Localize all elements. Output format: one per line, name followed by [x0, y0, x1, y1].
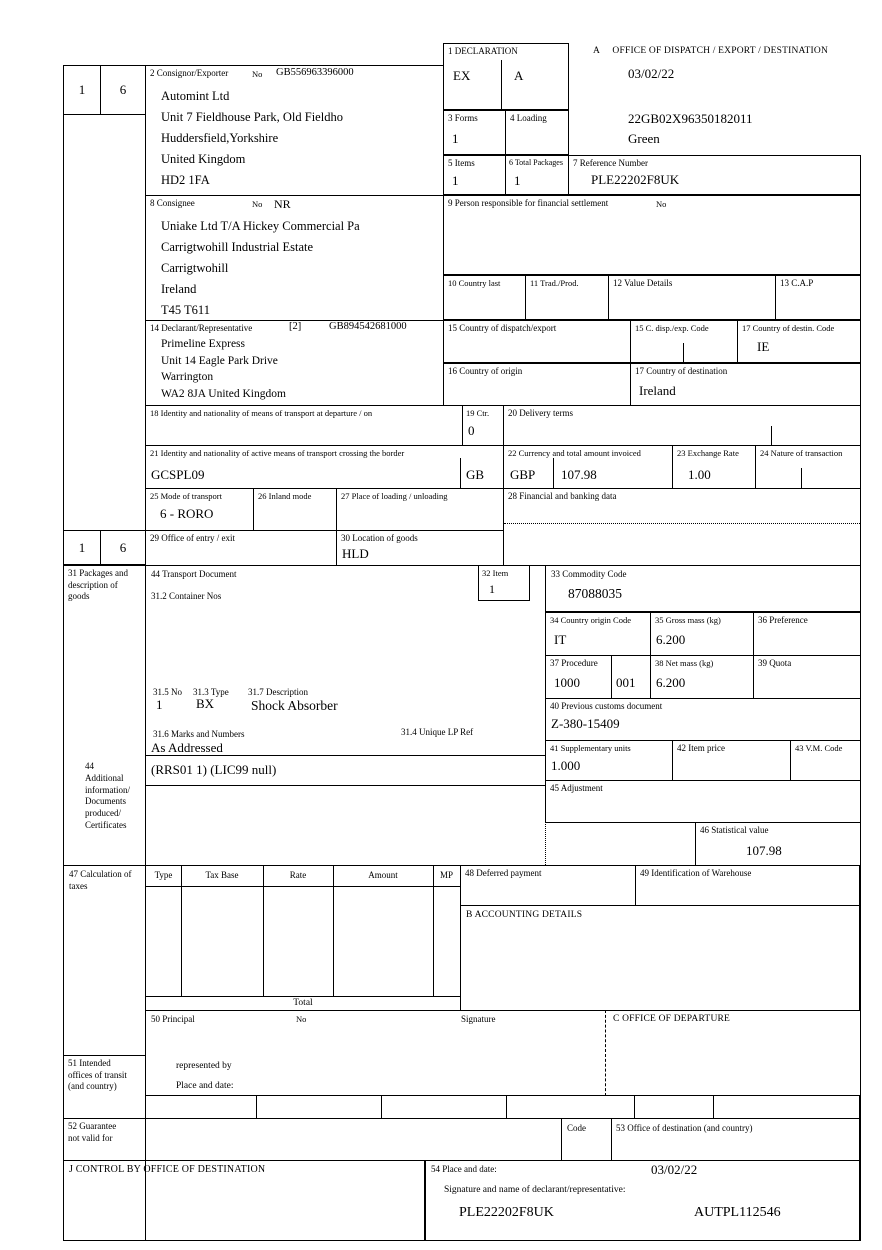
box-31-5-value: 1: [156, 697, 163, 712]
box-17-label: 17 Country of destination: [635, 366, 728, 376]
divider: [771, 426, 772, 446]
box-20-label: 20 Delivery terms: [508, 408, 573, 418]
consignee-id: NR: [274, 197, 291, 211]
box-27-label: 27 Place of loading / unloading: [341, 491, 448, 501]
no-label: No: [252, 69, 263, 79]
box-9-financial-settlement: [443, 195, 861, 275]
box-11-label: 11 Trad./Prod.: [530, 278, 579, 288]
box-26-label: 26 Inland mode: [258, 491, 312, 501]
box-37-value: 1000: [554, 675, 580, 690]
copy-marker: 6: [119, 82, 127, 97]
no-label: No: [252, 199, 263, 209]
strip-divider: [63, 1055, 146, 1056]
tax-table: [145, 865, 461, 1011]
address-line: Automint Ltd: [161, 89, 230, 103]
box-5-value: 1: [452, 173, 459, 188]
box-15-country-dispatch: [443, 320, 631, 363]
box-28-financial-banking: [503, 488, 861, 566]
address-line: Huddersfield,Yorkshire: [161, 131, 279, 145]
box-15a-label: 15 C. disp./exp. Code: [635, 323, 709, 333]
box-34-label: 34 Country origin Code: [550, 615, 631, 625]
consignor-address: [161, 86, 343, 191]
box-38-value: 6.200: [656, 675, 686, 690]
section-j-control: [63, 1160, 425, 1241]
box-49-label: 49 Identification of Warehouse: [640, 868, 752, 878]
box-30-label: 30 Location of goods: [341, 533, 418, 543]
box-17a-label: 17 Country of destin. Code: [742, 323, 835, 333]
box-4-loading: [505, 110, 569, 155]
box-48-label: 48 Deferred payment: [465, 868, 542, 878]
box-11-trad-prod: [525, 275, 609, 320]
box-37-procedure: [545, 655, 651, 699]
box-3-forms: [443, 110, 506, 155]
box-21-value: GCSPL09: [151, 467, 205, 482]
declarant-reference: PLE22202F8UK: [459, 1205, 554, 1220]
box-37-label: 37 Procedure: [550, 658, 598, 668]
box-3-label: 3 Forms: [448, 113, 478, 123]
box-22-currency-amount: [503, 445, 673, 489]
box-32-label: 32 Item: [482, 568, 509, 578]
box-18-transport-departure: [145, 405, 463, 446]
box-54-place-date: [425, 1160, 860, 1241]
box-9-label: 9 Person responsible for financial settlement: [448, 198, 609, 208]
box-34-value: IT: [554, 632, 567, 647]
box-14-declarant-representative: [145, 320, 444, 406]
cell-border: [506, 1096, 507, 1118]
box-40-value: Z-380-15409: [551, 716, 620, 731]
tax-col-type: Type: [154, 870, 173, 880]
tax-col-rate: Rate: [289, 870, 307, 880]
box-27-place-loading: [336, 488, 504, 531]
box-36-preference: [753, 612, 861, 656]
box-41-label: 41 Supplementary units: [550, 743, 631, 753]
box-17-value: Ireland: [639, 383, 676, 398]
box-54-date: 03/02/22: [651, 1162, 698, 1177]
box-26-inland-mode: [253, 488, 337, 531]
represented-by-label: represented by: [176, 1061, 232, 1071]
box-50-principal: [145, 1010, 605, 1096]
box-32-item: [478, 565, 530, 601]
box-23-exchange-rate: [672, 445, 756, 489]
address-line: Carrigtwohill: [161, 261, 229, 275]
box-15-label: 15 Country of dispatch/export: [448, 323, 557, 333]
box-19-container: [462, 405, 504, 446]
box-43-vm-code: [790, 740, 861, 781]
cell-border: [634, 1096, 635, 1118]
address-line: T45 T611: [161, 303, 210, 317]
box-46-statistical-value: [695, 822, 861, 866]
box-6-label: 6 Total Packages: [509, 158, 563, 167]
box-23-value: 1.00: [688, 467, 711, 482]
box-33-label: 33 Commodity Code: [551, 569, 627, 579]
address-line: Carrigtwohill Industrial Estate: [161, 240, 314, 254]
box-44-number: 44: [85, 761, 94, 771]
box-52-label: 52 Guarantee not valid for: [68, 1121, 117, 1143]
box-41-value: 1.000: [551, 758, 581, 773]
box-31-4-label: 31.4 Unique LP Ref: [401, 727, 474, 737]
copy-marker-cell: [63, 65, 101, 115]
box-7-label: 7 Reference Number: [573, 158, 648, 168]
box-47-label: 47 Calculation of taxes: [69, 869, 132, 891]
declarant-eori: GB894542681000: [329, 321, 407, 332]
copy-marker-cell: [63, 530, 101, 565]
tax-col-amount: Amount: [368, 870, 398, 880]
box-25-value: 6 - RORO: [160, 506, 214, 521]
address-line: Ireland: [161, 282, 197, 296]
box-35-label: 35 Gross mass (kg): [655, 615, 721, 625]
no-label: No: [656, 199, 667, 209]
box-46-label: 46 Statistical value: [700, 825, 769, 835]
copy-marker: 1: [78, 539, 86, 555]
box-5-label: 5 Items: [448, 158, 475, 168]
box-49-warehouse: [635, 865, 860, 906]
place-date-label: Place and date:: [176, 1081, 234, 1091]
box-42-item-price: [672, 740, 791, 781]
cell-border: [713, 1096, 714, 1118]
copy-marker-cell: [100, 65, 146, 115]
box-2-consignor-exporter: [145, 65, 444, 196]
box-31-3-value: BX: [196, 696, 215, 711]
box-25-mode-transport: [145, 488, 254, 531]
tax-col-mp: MP: [439, 870, 453, 880]
copy-marker: 1: [78, 82, 86, 97]
box-31-7-label: 31.7 Description: [248, 687, 308, 697]
address-line: Uniake Ltd T/A Hickey Commercial Pa: [161, 219, 360, 233]
tax-col-taxbase: Tax Base: [205, 870, 239, 880]
consignor-eori: GB556963396000: [276, 67, 354, 78]
box-44t-label: 44 Transport Document: [151, 569, 237, 579]
divider: [801, 468, 802, 489]
cell-border: [381, 1096, 382, 1118]
box-40-previous-document: [545, 698, 861, 741]
box-25-label: 25 Mode of transport: [150, 491, 223, 501]
strip-divider: [63, 1118, 146, 1119]
box-41-supplementary-units: [545, 740, 673, 781]
box-31-label: 31 Packages and description of goods: [68, 568, 128, 602]
box-44-value: (RRS01 1) (LIC99 null): [151, 762, 277, 777]
box-45-adjustment: [545, 780, 861, 823]
copy-marker: 6: [119, 539, 127, 555]
divider: [561, 1119, 562, 1160]
box-5-items: [443, 155, 506, 195]
address-line: Primeline Express: [161, 338, 245, 350]
box-21-nationality: GB: [466, 467, 485, 482]
authorisation-number: AUTPL112546: [694, 1205, 781, 1220]
code-label: Code: [567, 1123, 586, 1133]
address-line: Unit 7 Fieldhouse Park, Old Fieldho: [161, 110, 343, 124]
representative-code: [2]: [289, 321, 302, 332]
cell-border: [256, 1096, 257, 1118]
box-31-6-label: 31.6 Marks and Numbers: [153, 729, 245, 739]
declarant-address: [161, 336, 286, 402]
box-31-6-value: As Addressed: [151, 740, 223, 755]
box-7-value: PLE22202F8UK: [591, 172, 680, 187]
divider: [460, 458, 461, 489]
box-3-value: 1: [452, 131, 459, 146]
divider: [501, 60, 502, 110]
box-53-label: 53 Office of destination (and country): [616, 1123, 753, 1133]
tax-col-border: [263, 866, 264, 996]
box-36-label: 36 Preference: [758, 615, 808, 625]
box-8-label: 8 Consignee: [150, 198, 195, 208]
box-32-value: 1: [489, 582, 495, 596]
box-19-value: 0: [468, 423, 475, 438]
box-52-53-row: [145, 1118, 860, 1161]
box-22-amount: 107.98: [561, 467, 597, 482]
box-40-label: 40 Previous customs document: [550, 701, 663, 711]
box-23-label: 23 Exchange Rate: [677, 448, 739, 458]
consignee-address: [161, 216, 360, 321]
no-label: No: [296, 1014, 307, 1024]
box-17a-destination-code: [737, 320, 861, 363]
mrn-number: 22GB02X96350182011: [628, 111, 753, 126]
box-30-location-goods: [336, 530, 504, 566]
box-31-7-value: Shock Absorber: [251, 698, 338, 713]
acceptance-date: 03/02/22: [628, 66, 675, 81]
copy-marker-cell: [100, 530, 146, 565]
box-33-commodity-code: [545, 565, 861, 612]
box-1-declaration: [443, 43, 569, 110]
transit-cells-row: [145, 1095, 860, 1119]
office-of-dispatch-header: A OFFICE OF DISPATCH / EXPORT / DESTINATION: [593, 46, 829, 56]
box-29-label: 29 Office of entry / exit: [150, 533, 236, 543]
box-6-value: 1: [514, 173, 521, 188]
box-33-value: 87088035: [568, 586, 622, 601]
address-line: Unit 14 Eagle Park Drive: [161, 354, 278, 367]
box-30-value: HLD: [342, 546, 369, 561]
box-29-office-entry-exit: [145, 530, 337, 566]
box-46-value: 107.98: [746, 843, 782, 858]
box-51-label: 51 Intended offices of transit (and country): [68, 1058, 127, 1092]
address-line: WA2 8JA United Kingdom: [161, 387, 286, 400]
box-35-gross-mass: [650, 612, 754, 656]
box-28-label: 28 Financial and banking data: [508, 491, 617, 501]
box-16-label: 16 Country of origin: [448, 366, 523, 376]
box-44-label: Additional information/ Documents produced/ Certificates: [85, 773, 130, 830]
section-b-accounting: [460, 905, 860, 1011]
box-13-cap: [775, 275, 861, 320]
address-line: HD2 1FA: [161, 173, 210, 187]
box-31-2-label: 31.2 Container Nos: [151, 591, 222, 601]
tax-header-border: [146, 886, 460, 887]
divider: [683, 343, 684, 363]
address-line: United Kingdom: [161, 152, 246, 166]
box-4-label: 4 Loading: [510, 113, 547, 123]
box-54-label: 54 Place and date:: [431, 1164, 497, 1174]
signature-label: Signature: [461, 1014, 496, 1024]
box-38-net-mass: [650, 655, 754, 699]
box-17-country-destination: [630, 363, 861, 406]
declarant-signature-label: Signature and name of declarant/representative:: [444, 1185, 626, 1195]
section-c-title: C OFFICE OF DEPARTURE: [613, 1014, 731, 1024]
box-13-label: 13 C.A.P: [780, 278, 814, 288]
section-j-title: J CONTROL BY OFFICE OF DESTINATION: [69, 1164, 266, 1175]
box-24-nature-transaction: [755, 445, 861, 489]
box-47-strip: [63, 865, 146, 1010]
box-20-delivery-terms: [503, 405, 861, 446]
box-38-label: 38 Net mass (kg): [655, 658, 714, 668]
box-44-additional-info: [145, 755, 546, 786]
box-39-quota: [753, 655, 861, 699]
divider: [611, 656, 612, 698]
box-1-label: 1 DECLARATION: [448, 46, 518, 56]
box-21-label: 21 Identity and nationality of active means of transport crossing the border: [150, 448, 405, 458]
box-7-reference-number: [568, 155, 861, 195]
tax-col-border: [433, 866, 434, 996]
box-35-value: 6.200: [656, 632, 686, 647]
box-50-label: 50 Principal: [151, 1014, 195, 1024]
box-43-label: 43 V.M. Code: [795, 743, 843, 753]
box-17a-value: IE: [757, 339, 770, 354]
tax-total-label: Total: [293, 998, 313, 1008]
box-10-country-last: [443, 275, 526, 320]
box-6-total-packages: [505, 155, 569, 195]
box-21-active-transport: [145, 445, 504, 489]
box-10-label: 10 Country last: [448, 278, 501, 288]
box-18-label: 18 Identity and nationality of means of transport at departure / on: [150, 408, 373, 418]
section-c-departure: [605, 1010, 860, 1096]
box-42-label: 42 Item price: [677, 743, 725, 753]
box-8-consignee: [145, 195, 444, 321]
declaration-type: EX: [453, 68, 471, 83]
dotted-divider: [504, 523, 860, 524]
box-22-currency: GBP: [510, 467, 536, 482]
box-48-deferred-payment: [460, 865, 636, 906]
box-15a-dispatch-code: [630, 320, 738, 363]
box-39-label: 39 Quota: [758, 658, 792, 668]
box-45-label: 45 Adjustment: [550, 783, 603, 793]
box-31-packages-strip: [63, 565, 146, 865]
declaration-subtype: A: [514, 68, 524, 83]
box-24-label: 24 Nature of transaction: [760, 448, 843, 458]
box-2-label: 2 Consignor/Exporter: [150, 68, 229, 78]
tax-col-border: [181, 866, 182, 996]
box-12-value-details: [608, 275, 776, 320]
box-34-country-origin-code: [545, 612, 651, 656]
tax-col-border: [333, 866, 334, 996]
box-14-label: 14 Declarant/Representative: [150, 323, 253, 333]
box-12-label: 12 Value Details: [613, 278, 673, 288]
box-37-value2: 001: [616, 675, 636, 690]
routing-indicator: Green: [628, 131, 660, 146]
box-16-country-origin: [443, 363, 631, 406]
box-19-label: 19 Ctr.: [466, 408, 490, 418]
section-b-title: B ACCOUNTING DETAILS: [466, 910, 583, 920]
divider: [553, 458, 554, 489]
box-31-3-label: 31.3 Type: [193, 687, 229, 697]
box-22-label: 22 Currency and total amount invoiced: [508, 448, 641, 458]
tax-total-border: [146, 996, 460, 997]
address-line: Warrington: [161, 371, 214, 383]
divider: [611, 1119, 612, 1160]
box-31-5-label: 31.5 No: [153, 687, 182, 697]
